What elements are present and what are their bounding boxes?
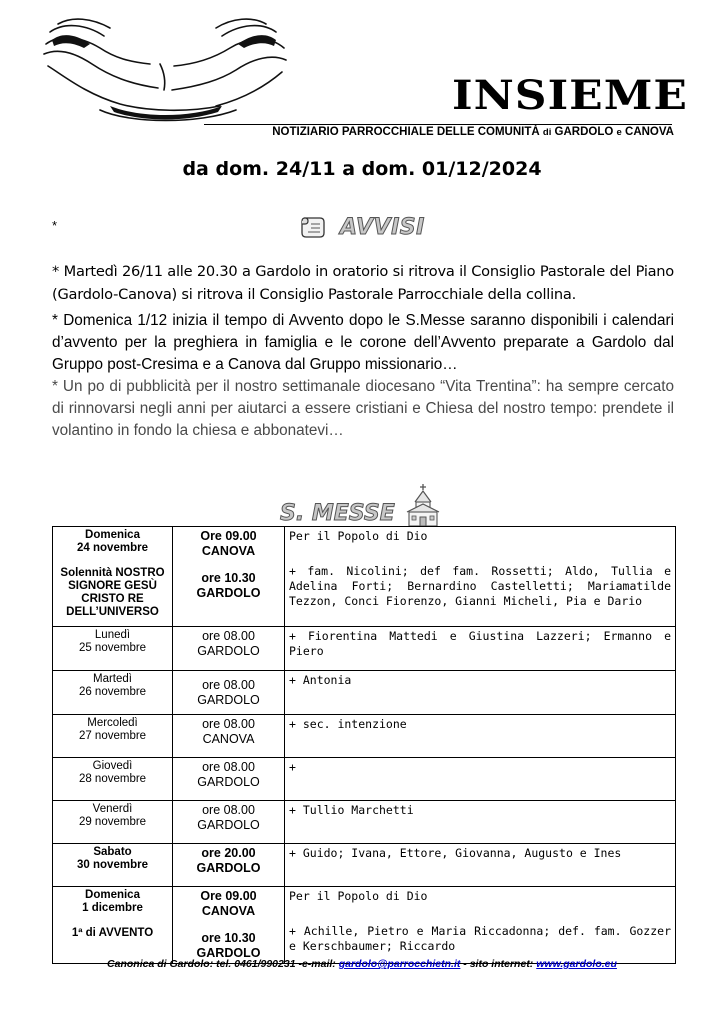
mass-place: GARDOLO	[197, 818, 260, 832]
day-cell	[53, 715, 173, 758]
time-cell	[173, 758, 285, 801]
day-cell	[53, 671, 173, 715]
table-row	[53, 671, 676, 715]
liturgical-note: Solennità NOSTRO SIGNORE GESÙ CRISTO RE DELL’UNIVERSO	[60, 567, 165, 618]
time-cell	[173, 801, 285, 844]
mass-time: ore 10.30	[201, 931, 256, 945]
intention-cell	[285, 527, 676, 627]
time-cell	[173, 715, 285, 758]
date-range-title: da dom. 24/11 a dom. 01/12/2024	[182, 158, 542, 180]
email-link[interactable]: gardolo@parrocchietn.it	[338, 958, 461, 970]
day-cell	[53, 844, 173, 887]
mass-time: ore 10.30	[201, 571, 256, 585]
intention-cell: + Fiorentina Mattedi e Giustina Lazzeri; Ermanno e Piero	[285, 627, 676, 671]
liturgical-note: 1ª di AVVENTO	[71, 927, 154, 939]
avvisi-title: AVVISI	[340, 214, 425, 240]
mass-place: CANOVA	[201, 904, 256, 918]
day-name: Domenica	[85, 529, 140, 541]
footer-text: - sito internet:	[460, 958, 537, 970]
subtitle-part: GARDOLO	[551, 126, 617, 138]
mass-intention: Per il Popolo di Dio	[289, 529, 428, 543]
church-icon	[403, 482, 443, 528]
mass-time: ore 08.00	[202, 717, 255, 731]
day-date: 27 novembre	[78, 730, 147, 742]
footer-text: Canonica di Gardolo: tel. 0461/990231 -e-mail:	[107, 958, 339, 970]
mass-place: GARDOLO	[196, 586, 261, 600]
subtitle-part: di	[542, 127, 552, 138]
mass-schedule-table	[52, 526, 676, 964]
table-row	[53, 715, 676, 758]
mass-place: GARDOLO	[196, 946, 261, 960]
subtitle-part: NOTIZIARIO PARROCCHIALE DELLE COMUNITÀ	[272, 126, 543, 138]
day-name: Sabato	[93, 846, 132, 858]
mass-place: CANOVA	[202, 732, 255, 746]
mass-place: GARDOLO	[197, 775, 260, 789]
table-row	[53, 887, 676, 964]
bullet-star: *	[52, 218, 58, 233]
newsletter-brand: INSIEME	[452, 72, 688, 119]
day-name: Mercoledì	[87, 717, 138, 729]
day-cell	[53, 527, 173, 627]
intention-cell: + Guido; Ivana, Ettore, Giovanna, Augusto e Ines	[285, 844, 676, 887]
messe-heading	[280, 478, 443, 528]
mass-time: ore 08.00	[202, 678, 255, 692]
subtitle-part: e	[616, 127, 622, 138]
mass-intention: + fam. Nicolini; def fam. Rossetti; Aldo, Tullia e Adelina Forti; Bernardino Castelletti; Mariamatilde Tezzon, Conci Fiorenzo, Gianni Micheli, Pia e Dario	[289, 564, 671, 608]
intention-cell: + Tullio Marchetti	[285, 801, 676, 844]
day-date: 29 novembre	[78, 816, 147, 828]
praying-hands-logo	[40, 14, 290, 126]
day-date: 24 novembre	[77, 542, 148, 554]
notice-item: * Domenica 1/12 inizia il tempo di Avvento dopo le S.Messe saranno disponibili i calendari d’avvento per la preghiera in famiglia e le corone dell’Avvento preparate a Gardolo dal Gruppo post-Cresima e a Canova dal Gruppo missionario…	[52, 312, 674, 373]
mass-place: GARDOLO	[197, 693, 260, 707]
mass-time: Ore 09.00	[200, 529, 257, 543]
mass-intention: + Achille, Pietro e Maria Riccadonna; def. fam. Gozzer e Kerschbaumer; Riccardo	[289, 924, 671, 953]
time-cell	[173, 887, 285, 964]
notice-item: * Un po di pubblicità per il nostro settimanale diocesano “Vita Trentina”: ha sempre cercato di rinnovarsi negli anni per aiutarci a essere cristiani e Chiesa del nostro tempo: prendete il volantino in fondo la chiesa e abbonatevi…	[52, 378, 674, 439]
intention-cell: + sec. intenzione	[285, 715, 676, 758]
website-link[interactable]: www.gardolo.eu	[536, 958, 617, 970]
subtitle-part: CANOVA	[621, 126, 674, 138]
scroll-icon	[300, 215, 326, 239]
day-cell	[53, 801, 173, 844]
day-date: 28 novembre	[78, 773, 147, 785]
day-name: Venerdì	[92, 803, 133, 815]
mass-time: Ore 09.00	[200, 889, 257, 903]
mass-place: GARDOLO	[197, 644, 260, 658]
mass-time: ore 08.00	[202, 629, 255, 643]
avvisi-heading	[300, 212, 425, 242]
newsletter-subtitle	[200, 126, 674, 138]
messe-title: S. MESSE	[280, 501, 395, 526]
day-cell	[53, 758, 173, 801]
day-cell	[53, 887, 173, 964]
time-cell	[173, 527, 285, 627]
table-row	[53, 527, 676, 627]
day-name: Domenica	[85, 889, 140, 901]
day-name: Giovedì	[92, 760, 133, 772]
day-date: 26 novembre	[78, 686, 147, 698]
table-row	[53, 758, 676, 801]
mass-time: ore 08.00	[202, 760, 255, 774]
table-row	[53, 627, 676, 671]
intention-cell	[285, 887, 676, 964]
mass-place: CANOVA	[201, 544, 256, 558]
contact-footer	[0, 958, 724, 970]
time-cell	[173, 627, 285, 671]
day-name: Lunedì	[94, 629, 131, 641]
day-date: 1 dicembre	[82, 902, 143, 914]
header-rule	[204, 124, 672, 125]
intention-cell: +	[285, 758, 676, 801]
day-name: Martedì	[93, 673, 132, 685]
mass-place: GARDOLO	[196, 861, 261, 875]
day-cell	[53, 627, 173, 671]
time-cell	[173, 844, 285, 887]
time-cell	[173, 671, 285, 715]
notice-item: * Martedì 26/11 alle 20.30 a Gardolo in oratorio si ritrova il Consiglio Pastorale del Piano (Gardolo-Canova) si ritrova il Consiglio Pastorale Parrocchiale della collina.	[52, 263, 674, 303]
table-row	[53, 844, 676, 887]
intention-cell: + Antonia	[285, 671, 676, 715]
table-row	[53, 801, 676, 844]
mass-time: ore 20.00	[201, 846, 256, 860]
mass-time: ore 08.00	[202, 803, 255, 817]
day-date: 30 novembre	[77, 859, 148, 871]
day-date: 25 novembre	[78, 642, 147, 654]
mass-intention: Per il Popolo di Dio	[289, 889, 428, 903]
